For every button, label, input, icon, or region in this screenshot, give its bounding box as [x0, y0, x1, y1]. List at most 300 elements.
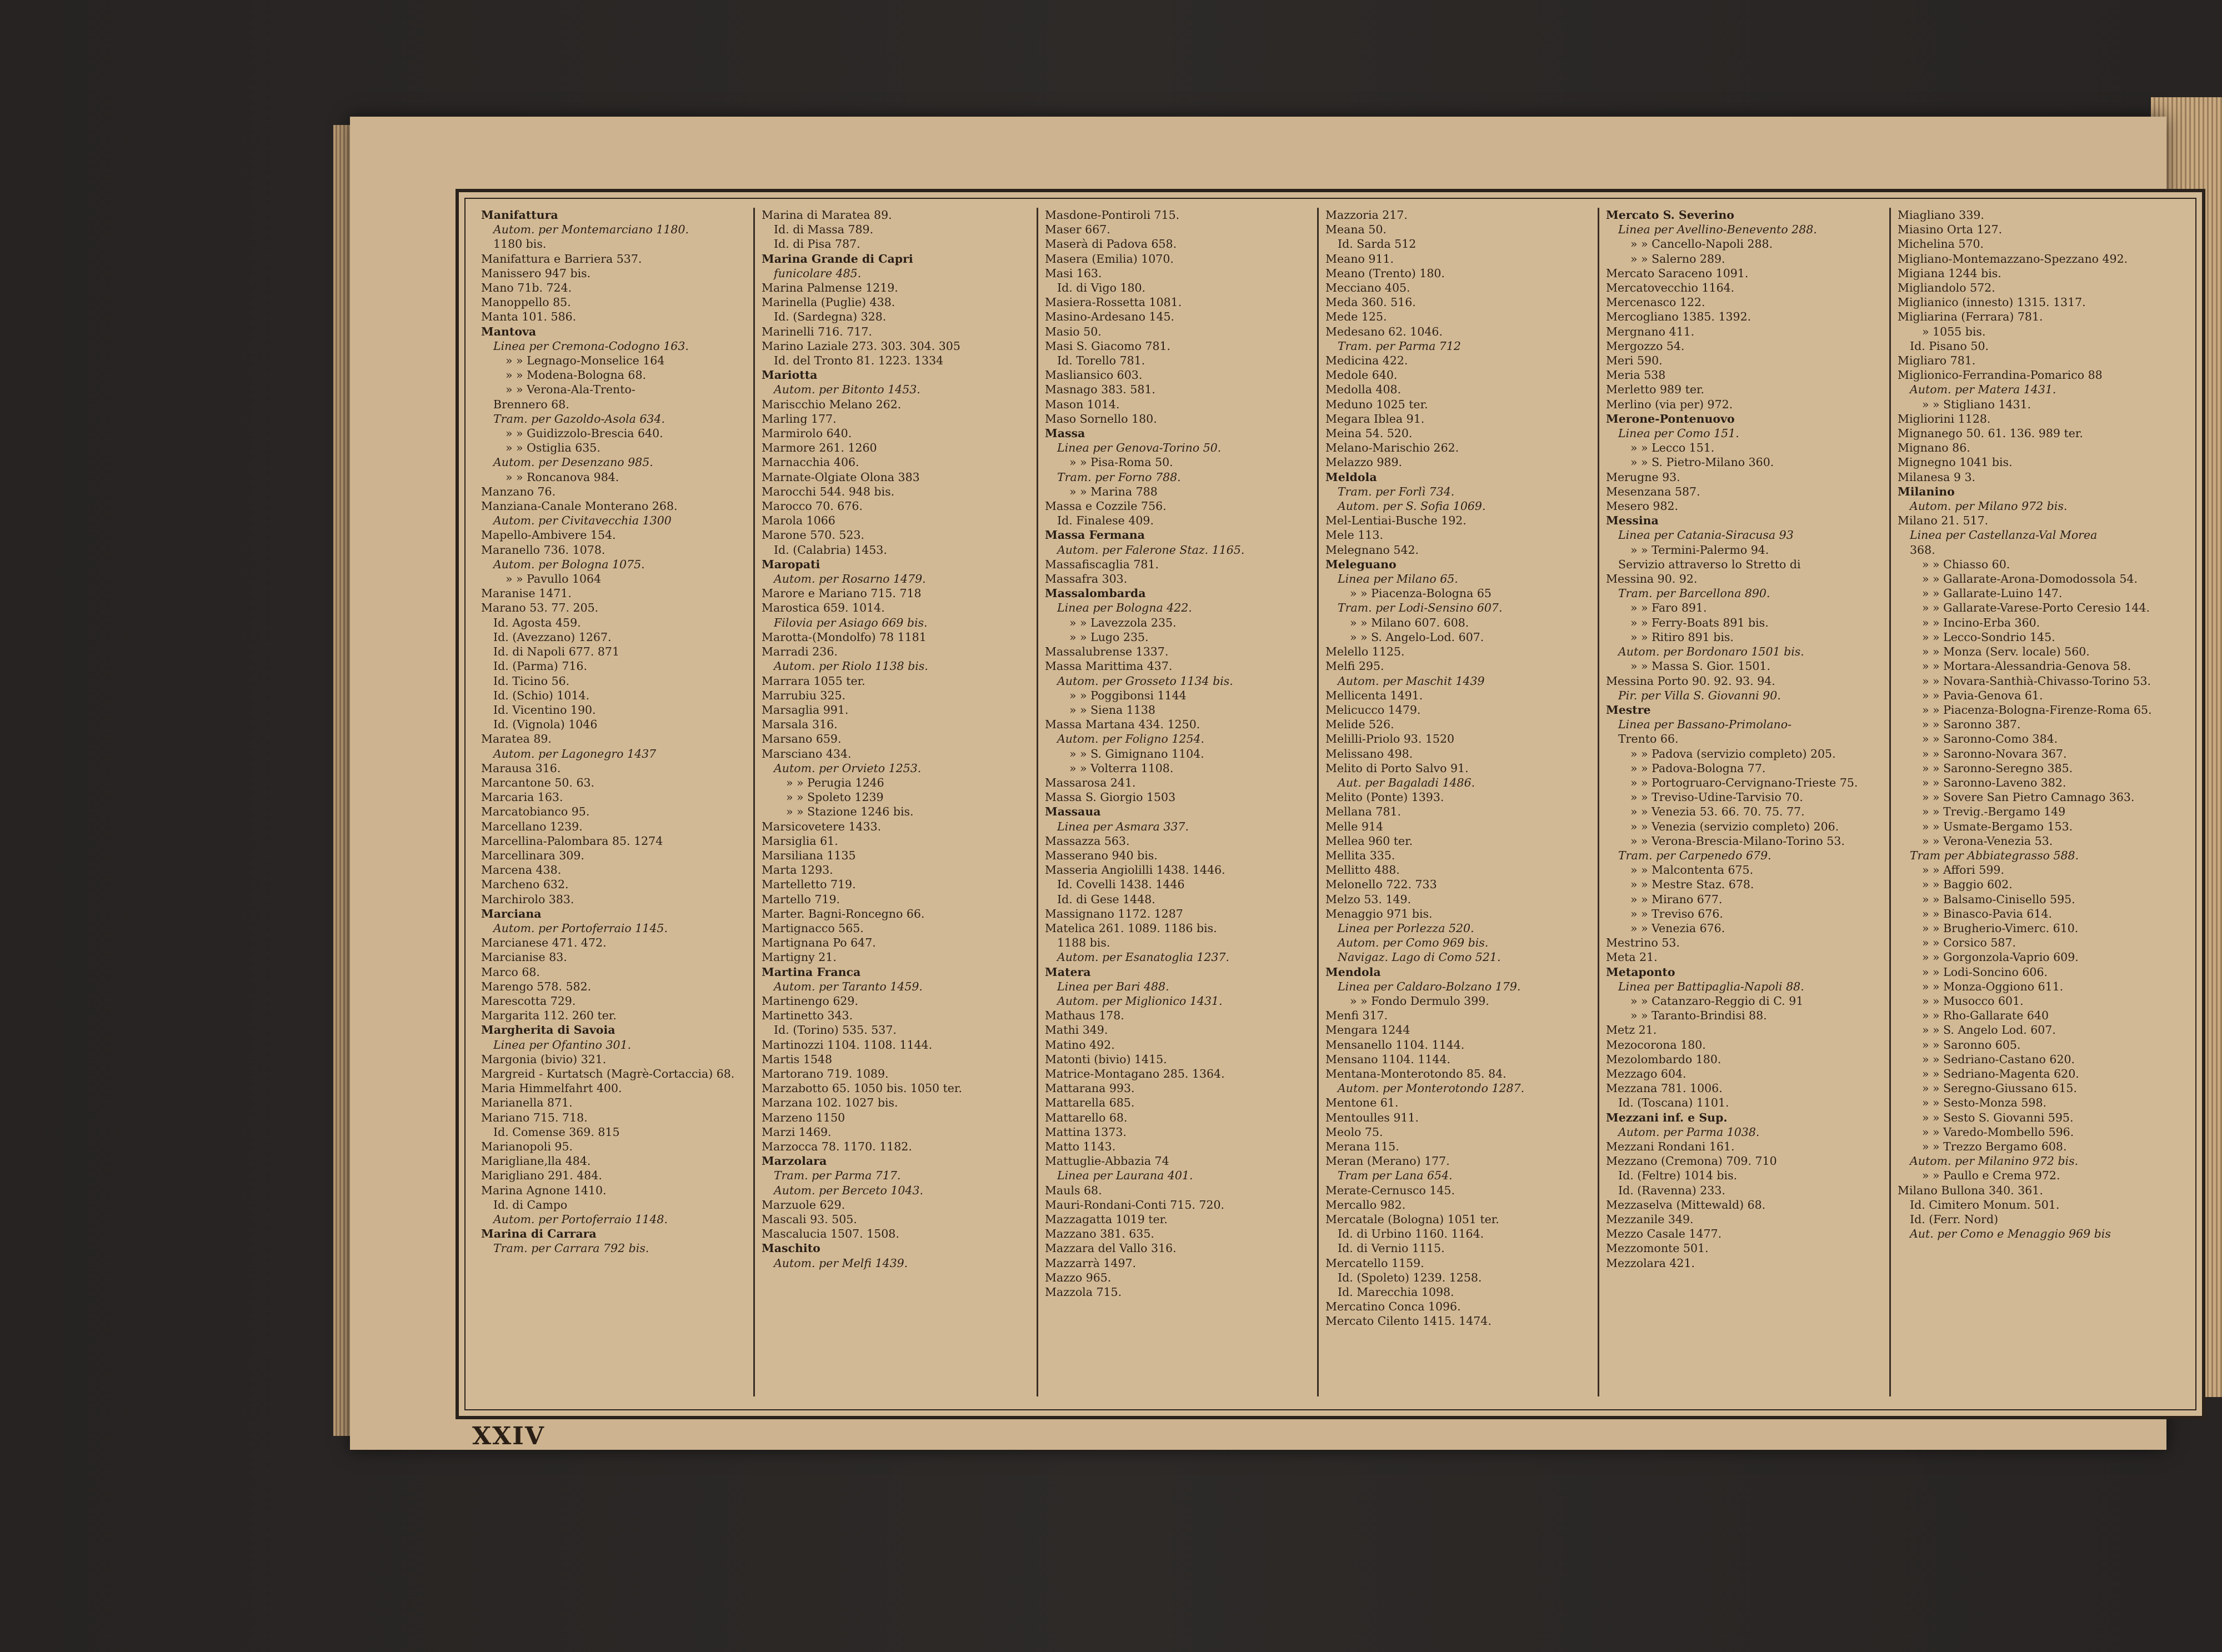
index-entry: » » Gallarate-Arona-Domodossola 54.: [1922, 572, 2138, 586]
index-entry: Marsciano 434.: [762, 747, 852, 760]
index-entry: Autom. per Taranto 1459.: [774, 979, 923, 993]
index-entry: Melicucco 1479.: [1325, 703, 1421, 717]
index-entry: Massa: [1045, 427, 1085, 440]
index-entry: » » Treviso 676.: [1630, 907, 1723, 920]
index-entry: Mauri-Rondani-Conti 715. 720.: [1045, 1198, 1225, 1212]
index-entry: Tram. per Carpenedo 679.: [1618, 848, 1771, 862]
index-entry: Mignano 86.: [1898, 441, 1970, 455]
index-entry: » » Saronno-Laveno 382.: [1922, 775, 2066, 789]
index-entry: Menaggio 971 bis.: [1325, 907, 1433, 920]
index-entry: » » Portogruaro-Cervignano-Trieste 75.: [1630, 775, 1858, 789]
index-entry: » » Lodi-Soncino 606.: [1922, 965, 2048, 979]
index-entry: Marescotta 729.: [481, 994, 576, 1008]
index-entry: Melazzo 989.: [1325, 455, 1403, 469]
index-entry: Id. (Avezzano) 1267.: [493, 630, 612, 644]
index-entry: Autom. per Foligno 1254.: [1057, 732, 1205, 746]
index-entry: Marcianese 471. 472.: [481, 936, 607, 950]
index-entry: Mentoulles 911.: [1325, 1110, 1419, 1124]
index-entry: » » Volterra 1108.: [1069, 761, 1174, 775]
index-entry: » » Termini-Palermo 94.: [1630, 543, 1769, 557]
index-entry: Marrubiu 325.: [762, 688, 846, 702]
index-entry: Mele 113.: [1325, 528, 1383, 542]
index-entry: » » Venezia 676.: [1630, 921, 1725, 935]
index-entry: Maropati: [762, 557, 820, 571]
index-entry: Marcatobianco 95.: [481, 805, 590, 819]
index-entry: Autom. per Orvieto 1253.: [774, 761, 922, 775]
index-entry: Merana 115.: [1325, 1140, 1399, 1153]
index-entry: Masliansico 603.: [1045, 368, 1143, 382]
index-entry: Masino-Ardesano 145.: [1045, 310, 1175, 324]
index-entry: Mariotta: [762, 368, 818, 382]
index-entry: » » Perugia 1246: [786, 775, 884, 789]
index-entry: Meolo 75.: [1325, 1125, 1383, 1139]
index-entry: funicolare 485.: [774, 266, 862, 280]
index-entry: Marmore 261. 1260: [762, 441, 877, 455]
index-entry: Mazzo 965.: [1045, 1270, 1112, 1284]
index-entry: Maratea 89.: [481, 732, 552, 746]
index-entry: » » Mirano 677.: [1630, 892, 1723, 906]
index-entry: Mezzana 781. 1006.: [1606, 1082, 1723, 1095]
index-entry: Merlino (via per) 972.: [1606, 397, 1733, 411]
index-entry: Marcellano 1239.: [481, 819, 583, 833]
index-entry: » » Sesto-Monza 598.: [1922, 1096, 2047, 1110]
index-entry: Id. (Calabria) 1453.: [774, 543, 887, 557]
index-entry: Linea per Como 151.: [1618, 427, 1739, 440]
index-entry: Id. del Tronto 81. 1223. 1334: [774, 354, 944, 368]
index-entry: Manziana-Canale Monterano 268.: [481, 499, 678, 513]
index-column-4: [1325, 208, 1592, 1391]
index-entry: » » Saronno-Como 384.: [1922, 732, 2058, 746]
index-entry: Martello 719.: [762, 892, 840, 906]
index-entry: » » Ritiro 891 bis.: [1630, 630, 1734, 644]
index-entry: Autom. per Civitavecchia 1300: [493, 514, 672, 528]
index-entry: Autom. per Milanino 972 bis.: [1910, 1154, 2079, 1168]
index-entry: Martinetto 343.: [762, 1009, 853, 1023]
index-entry: Id. Cimitero Monum. 501.: [1910, 1198, 2060, 1212]
index-entry: » » Balsamo-Cinisello 595.: [1922, 892, 2075, 906]
index-entry: Marco 68.: [481, 965, 540, 979]
index-entry: » » S. Angelo Lod. 607.: [1922, 1023, 2056, 1037]
index-entry: Margreid - Kurtatsch (Magrè-Cortaccia) 68.: [481, 1067, 735, 1080]
index-entry: » » Padova-Bologna 77.: [1630, 761, 1766, 775]
index-entry: Mezzano (Cremona) 709. 710: [1606, 1154, 1777, 1168]
index-entry: Maserà di Padova 658.: [1045, 237, 1177, 251]
index-entry: Id. Vicentino 190.: [493, 703, 596, 717]
index-column-5: [1606, 208, 1884, 1391]
index-entry: Mede 125.: [1325, 310, 1387, 324]
index-entry: Autom. per Matera 1431.: [1910, 383, 2056, 397]
index-entry: Margherita di Savoia: [481, 1023, 615, 1037]
index-entry: Autom. per Lagonegro 1437: [493, 747, 657, 760]
index-entry: Id. Marecchia 1098.: [1338, 1285, 1454, 1299]
index-entry: Marina Grande di Capri: [762, 252, 913, 266]
index-entry: Mestre: [1606, 703, 1651, 717]
index-entry: » » Pavia-Genova 61.: [1922, 688, 2043, 702]
page-number: XXIV: [472, 1422, 545, 1450]
index-entry: Marsiglia 61.: [762, 834, 838, 848]
index-entry: Marta 1293.: [762, 863, 833, 877]
index-entry: Mercatale (Bologna) 1051 ter.: [1325, 1213, 1499, 1227]
index-entry: Mendola: [1325, 965, 1381, 979]
index-entry: Tram. per Parma 712: [1338, 339, 1461, 353]
index-entry: 368.: [1910, 543, 1935, 557]
index-entry: Autom. per Monterotondo 1287.: [1338, 1082, 1525, 1095]
index-entry: 1188 bis.: [1057, 936, 1110, 950]
index-entry: Melide 526.: [1325, 718, 1394, 732]
index-entry: Mauls 68.: [1045, 1183, 1102, 1197]
index-entry: » » Sovere San Pietro Camnago 363.: [1922, 790, 2135, 804]
index-entry: » » Roncanova 984.: [506, 470, 619, 484]
index-entry: Marausa 316.: [481, 761, 561, 775]
index-entry: Id. Sarda 512: [1338, 237, 1417, 251]
index-entry: Id. (Torino) 535. 537.: [774, 1023, 897, 1037]
index-entry: Aut. per Como e Menaggio 969 bis: [1910, 1227, 2111, 1241]
index-entry: » » Poggibonsi 1144: [1069, 688, 1187, 702]
index-entry: Matonti (bivio) 1415.: [1045, 1052, 1167, 1066]
index-entry: Masiera-Rossetta 1081.: [1045, 296, 1182, 309]
index-entry: Melfi 295.: [1325, 659, 1384, 673]
index-entry: » » Padova (servizio completo) 205.: [1630, 747, 1836, 760]
index-entry: Mattuglie-Abbazia 74: [1045, 1154, 1169, 1168]
index-entry: Marling 177.: [762, 412, 837, 425]
index-entry: Id. Agosta 459.: [493, 615, 581, 629]
index-entry: Mariano 715. 718.: [481, 1110, 588, 1124]
index-entry: Id. Comense 369. 815: [493, 1125, 620, 1139]
index-entry: Mercatovecchio 1164.: [1606, 281, 1735, 295]
index-entry: Mentana-Monterotondo 85. 84.: [1325, 1067, 1507, 1080]
index-entry: Migliano-Montemazzano-Spezzano 492.: [1898, 252, 2128, 266]
index-entry: Marzolara: [762, 1154, 827, 1168]
index-entry: » » Sesto S. Giovanni 595.: [1922, 1110, 2074, 1124]
index-entry: » » Usmate-Bergamo 153.: [1922, 819, 2073, 833]
index-entry: Linea per Avellino-Benevento 288.: [1618, 223, 1817, 237]
index-entry: Mergnano 411.: [1606, 324, 1695, 338]
index-entry: 1180 bis.: [493, 237, 547, 251]
index-entry: Mignegno 1041 bis.: [1898, 455, 2013, 469]
index-entry: Marcellina-Palombara 85. 1274: [481, 834, 663, 848]
index-entry: Mattarella 685.: [1045, 1096, 1135, 1110]
index-entry: » » Modena-Bologna 68.: [506, 368, 647, 382]
index-entry: Meran (Merano) 177.: [1325, 1154, 1450, 1168]
index-entry: Meldola: [1325, 470, 1377, 484]
index-entry: Miglionico-Ferrandina-Pomarico 88: [1898, 368, 2103, 382]
index-entry: » » Lecco 151.: [1630, 441, 1715, 455]
index-entry: Marcaria 163.: [481, 790, 563, 804]
index-entry: Manissero 947 bis.: [481, 266, 591, 280]
index-entry: Pir. per Villa S. Giovanni 90.: [1618, 688, 1781, 702]
index-entry: Mignanego 50. 61. 136. 989 ter.: [1898, 427, 2083, 440]
index-entry: Martina Franca: [762, 965, 861, 979]
index-entry: Meria 538: [1606, 368, 1666, 382]
index-column-3: [1045, 208, 1312, 1391]
index-entry: Maria Himmelfahrt 400.: [481, 1082, 622, 1095]
index-entry: » » Lugo 235.: [1069, 630, 1149, 644]
index-entry: » » Catanzaro-Reggio di C. 91: [1630, 994, 1804, 1008]
index-entry: Id. (Feltre) 1014 bis.: [1618, 1169, 1738, 1183]
index-entry: Tram. per Lodi-Sensino 607.: [1338, 601, 1503, 615]
index-entry: » » Saronno 605.: [1922, 1038, 2021, 1052]
index-entry: Mesero 982.: [1606, 499, 1679, 513]
index-entry: Martinozzi 1104. 1108. 1144.: [762, 1038, 933, 1052]
index-entry: Mezzolara 421.: [1606, 1256, 1695, 1270]
index-entry: » » Fondo Dermulo 399.: [1350, 994, 1489, 1008]
index-entry: Matrice-Montagano 285. 1364.: [1045, 1067, 1225, 1080]
index-entry: » » Chiasso 60.: [1922, 557, 2010, 571]
index-entry: » » Lecco-Sondrio 145.: [1922, 630, 2055, 644]
index-entry: Marciana: [481, 907, 542, 920]
index-entry: Marola 1066: [762, 514, 835, 528]
index-entry: Marocco 70. 676.: [762, 499, 863, 513]
column-divider: [1037, 208, 1038, 1396]
index-entry: » » Ferry-Boats 891 bis.: [1630, 615, 1769, 629]
index-entry: Autom. per Maschit 1439: [1338, 674, 1485, 688]
index-entry: Mercenasco 122.: [1606, 296, 1705, 309]
index-entry: » » Varedo-Mombello 596.: [1922, 1125, 2074, 1139]
index-entry: » » Gallarate-Luino 147.: [1922, 587, 2063, 600]
index-entry: Mezzani inf. e Sup.: [1606, 1110, 1728, 1124]
index-entry: Menfi 317.: [1325, 1009, 1388, 1023]
index-entry: » » Novara-Santhià-Chivasso-Torino 53.: [1922, 674, 2151, 688]
index-entry: Massa Fermana: [1045, 528, 1145, 542]
index-entry: Mezzani Rondani 161.: [1606, 1140, 1735, 1153]
index-entry: Medesano 62. 1046.: [1325, 324, 1443, 338]
index-entry: » » Affori 599.: [1922, 863, 2004, 877]
index-entry: Mariscchio Melano 262.: [762, 397, 902, 411]
index-entry: » » Saronno-Novara 367.: [1922, 747, 2067, 760]
index-entry: Id. (Ferr. Nord): [1910, 1213, 1999, 1227]
index-entry: Miglianico (innesto) 1315. 1317.: [1898, 296, 2086, 309]
index-entry: Migiana 1244 bis.: [1898, 266, 2001, 280]
index-entry: » » Massa S. Gior. 1501.: [1630, 659, 1770, 673]
index-entry: Mazzano 381. 635.: [1045, 1227, 1154, 1241]
index-entry: Tram. per Forlì 734.: [1338, 484, 1455, 498]
index-entry: Marnate-Olgiate Olona 383: [762, 470, 920, 484]
index-entry: Masi 163.: [1045, 266, 1102, 280]
index-entry: Marinelli 716. 717.: [762, 324, 872, 338]
index-entry: » » Musocco 601.: [1922, 994, 2024, 1008]
index-entry: Meina 54. 520.: [1325, 427, 1413, 440]
index-entry: » » Mestre Staz. 678.: [1630, 878, 1754, 892]
index-entry: Massalombarda: [1045, 587, 1146, 600]
index-entry: Manoppello 85.: [481, 296, 571, 309]
index-entry: » » Marina 788: [1069, 484, 1158, 498]
index-entry: Mattarello 68.: [1045, 1110, 1128, 1124]
index-entry: » » Pavullo 1064: [506, 572, 602, 586]
index-entry: Mellita 335.: [1325, 848, 1395, 862]
index-entry: Mel-Lentiai-Busche 192.: [1325, 514, 1467, 528]
index-entry: » » Verona-Venezia 53.: [1922, 834, 2053, 848]
index-entry: Autom. per Bitonto 1453.: [774, 383, 920, 397]
index-entry: Id. (Spoleto) 1239. 1258.: [1338, 1270, 1482, 1284]
index-entry: Tram. per Gazoldo-Asola 634.: [493, 412, 665, 425]
index-entry: Marmirolo 640.: [762, 427, 852, 440]
index-entry: Mezzo Casale 1477.: [1606, 1227, 1722, 1241]
index-entry: Maschito: [762, 1241, 820, 1255]
index-column-6: [1898, 208, 2186, 1391]
index-entry: Id. (Ravenna) 233.: [1618, 1183, 1725, 1197]
index-entry: Melzo 53. 149.: [1325, 892, 1412, 906]
index-entry: Id. di Pisa 787.: [774, 237, 860, 251]
index-entry: Mensanello 1104. 1144.: [1325, 1038, 1465, 1052]
index-entry: Id. di Urbino 1160. 1164.: [1338, 1227, 1484, 1241]
index-entry: Mecciano 405.: [1325, 281, 1410, 295]
index-entry: Marzocca 78. 1170. 1182.: [762, 1140, 912, 1153]
index-entry: Autom. per Falerone Staz. 1165.: [1057, 543, 1245, 557]
index-entry: Mezzomonte 501.: [1606, 1241, 1709, 1255]
index-entry: » » Piacenza-Bologna 65: [1350, 587, 1492, 600]
column-divider: [1598, 208, 1599, 1396]
index-entry: Servizio attraverso lo Stretto di: [1618, 557, 1801, 571]
index-entry: Metz 21.: [1606, 1023, 1657, 1037]
index-entry: Marostica 659. 1014.: [762, 601, 885, 615]
index-entry: Matino 492.: [1045, 1038, 1115, 1052]
index-entry: Matera: [1045, 965, 1091, 979]
index-entry: Marcheno 632.: [481, 878, 569, 892]
index-entry: Matelica 261. 1089. 1186 bis.: [1045, 921, 1217, 935]
index-entry: Marzuole 629.: [762, 1198, 845, 1212]
index-entry: Mergozzo 54.: [1606, 339, 1685, 353]
index-entry: Mercato S. Severino: [1606, 208, 1734, 222]
index-entry: Marsala 316.: [762, 718, 838, 732]
index-entry: Mascalucia 1507. 1508.: [762, 1227, 899, 1241]
index-entry: Linea per Milano 65.: [1338, 572, 1458, 586]
index-entry: Mascali 93. 505.: [762, 1213, 857, 1227]
index-entry: Massalubrense 1337.: [1045, 645, 1169, 659]
index-entry: Mezolombardo 180.: [1606, 1052, 1721, 1066]
index-entry: Mellicenta 1491.: [1325, 688, 1423, 702]
index-entry: Masseria Angiolilli 1438. 1446.: [1045, 863, 1225, 877]
index-entry: Linea per Cremona-Codogno 163.: [493, 339, 689, 353]
index-entry: Meda 360. 516.: [1325, 296, 1416, 309]
index-entry: » » Lavezzola 235.: [1069, 615, 1177, 629]
index-entry: Melle 914: [1325, 819, 1384, 833]
index-entry: Autom. per Rosarno 1479.: [774, 572, 926, 586]
index-entry: Milanesa 9 3.: [1898, 470, 1976, 484]
index-entry: Massa e Cozzile 756.: [1045, 499, 1167, 513]
index-entry: » » Gallarate-Varese-Porto Ceresio 144.: [1922, 601, 2150, 615]
index-entry: Miagliano 339.: [1898, 208, 1984, 222]
index-entry: Meano 911.: [1325, 252, 1394, 266]
index-entry: Masio 50.: [1045, 324, 1102, 338]
index-entry: » » Venezia (servizio completo) 206.: [1630, 819, 1839, 833]
index-entry: Migliorini 1128.: [1898, 412, 1991, 425]
index-entry: Mestrino 53.: [1606, 936, 1680, 950]
index-entry: Merletto 989 ter.: [1606, 383, 1705, 397]
index-entry: Marrara 1055 ter.: [762, 674, 865, 688]
index-entry: Milanino: [1898, 484, 1955, 498]
index-entry: Marone 570. 523.: [762, 528, 865, 542]
index-entry: Melito di Porto Salvo 91.: [1325, 761, 1469, 775]
index-entry: Id. di Vigo 180.: [1057, 281, 1146, 295]
index-entry: Marigliano 291. 484.: [481, 1169, 602, 1183]
index-entry: Autom. per Melfi 1439.: [774, 1256, 908, 1270]
index-entry: » » Monza (Serv. locale) 560.: [1922, 645, 2090, 659]
index-entry: » » Incino-Erba 360.: [1922, 615, 2040, 629]
index-entry: Maranise 1471.: [481, 587, 572, 600]
index-entry: Massa Martana 434. 1250.: [1045, 718, 1200, 732]
index-entry: Meduno 1025 ter.: [1325, 397, 1428, 411]
index-entry: Autom. per Miglionico 1431.: [1057, 994, 1223, 1008]
index-entry: Meana 50.: [1325, 223, 1387, 237]
index-entry: Marina Agnone 1410.: [481, 1183, 607, 1197]
index-entry: » » Brugherio-Vimerc. 610.: [1922, 921, 2079, 935]
index-entry: Marina Palmense 1219.: [762, 281, 898, 295]
index-entry: Linea per Ofantino 301.: [493, 1038, 632, 1052]
index-entry: Massafiscaglia 781.: [1045, 557, 1159, 571]
index-entry: Id. (Toscana) 1101.: [1618, 1096, 1729, 1110]
index-entry: Martorano 719. 1089.: [762, 1067, 889, 1080]
index-entry: Marsiliana 1135: [762, 848, 856, 862]
index-entry: Mercato Cilento 1415. 1474.: [1325, 1314, 1492, 1328]
index-entry: Megara Iblea 91.: [1325, 412, 1425, 425]
index-entry: Marzana 102. 1027 bis.: [762, 1096, 898, 1110]
index-entry: Autom. per Montemarciano 1180.: [493, 223, 689, 237]
index-entry: Marsaglia 991.: [762, 703, 849, 717]
index-entry: Melegnano 542.: [1325, 543, 1419, 557]
index-entry: » » Baggio 602.: [1922, 878, 2013, 892]
index-entry: Mano 71b. 724.: [481, 281, 572, 295]
index-entry: Mantova: [481, 324, 537, 338]
index-entry: Marchirolo 383.: [481, 892, 574, 906]
index-entry: Tram. per Carrara 792 bis.: [493, 1241, 649, 1255]
index-entry: Martinengo 629.: [762, 994, 858, 1008]
index-entry: Linea per Bassano-Primolano-: [1618, 718, 1792, 732]
index-entry: Id. di Campo: [493, 1198, 568, 1212]
index-entry: » » Mortara-Alessandria-Genova 58.: [1922, 659, 2131, 673]
index-entry: Mellea 960 ter.: [1325, 834, 1413, 848]
index-entry: Marsicovetere 1433.: [762, 819, 882, 833]
index-entry: Mason 1014.: [1045, 397, 1120, 411]
index-entry: Messina: [1606, 514, 1659, 528]
index-entry: Mercogliano 1385. 1392.: [1606, 310, 1751, 324]
column-divider: [753, 208, 755, 1396]
index-entry: Mercatino Conca 1096.: [1325, 1300, 1461, 1314]
index-entry: » » Monza-Oggiono 611.: [1922, 979, 2064, 993]
index-entry: Autom. per Milano 972 bis.: [1910, 499, 2068, 513]
index-entry: » » Trezzo Bergamo 608.: [1922, 1140, 2067, 1153]
index-entry: » » Verona-Ala-Trento-: [506, 383, 635, 397]
index-entry: » » Malcontenta 675.: [1630, 863, 1754, 877]
index-entry: Marina di Maratea 89.: [762, 208, 892, 222]
index-entry: Marina di Carrara: [481, 1227, 597, 1241]
index-entry: » » S. Gimignano 1104.: [1069, 747, 1204, 760]
index-entry: Trento 66.: [1618, 732, 1679, 746]
index-entry: Migliarina (Ferrara) 781.: [1898, 310, 2043, 324]
index-entry: Mattina 1373.: [1045, 1125, 1127, 1139]
index-entry: Merugne 93.: [1606, 470, 1680, 484]
index-entry: Marcena 438.: [481, 863, 562, 877]
index-entry: » » Milano 607. 608.: [1350, 615, 1469, 629]
index-entry: Margonia (bivio) 321.: [481, 1052, 607, 1066]
index-entry: Autom. per Bordonaro 1501 bis.: [1618, 645, 1804, 659]
index-entry: Mezzaselva (Mittewald) 68.: [1606, 1198, 1766, 1212]
index-entry: Migliandolo 572.: [1898, 281, 1995, 295]
index-entry: Martis 1548: [762, 1052, 833, 1066]
index-entry: Michelina 570.: [1898, 237, 1984, 251]
index-entry: » » Sedriano-Magenta 620.: [1922, 1067, 2079, 1080]
index-entry: » » Treviso-Udine-Tarvisio 70.: [1630, 790, 1803, 804]
index-entry: Id. (Parma) 716.: [493, 659, 587, 673]
index-entry: Marengo 578. 582.: [481, 979, 592, 993]
index-entry: Id. di Vernio 1115.: [1338, 1241, 1445, 1255]
index-entry: » » Stigliano 1431.: [1922, 397, 2031, 411]
index-entry: Autom. per Bologna 1075.: [493, 557, 645, 571]
index-entry: Merone-Pontenuovo: [1606, 412, 1735, 425]
index-entry: Mathi 349.: [1045, 1023, 1108, 1037]
index-entry: Metaponto: [1606, 965, 1675, 979]
index-entry: » » Rho-Gallarate 640: [1922, 1009, 2049, 1023]
index-entry: Autom. per S. Sofia 1069.: [1338, 499, 1486, 513]
